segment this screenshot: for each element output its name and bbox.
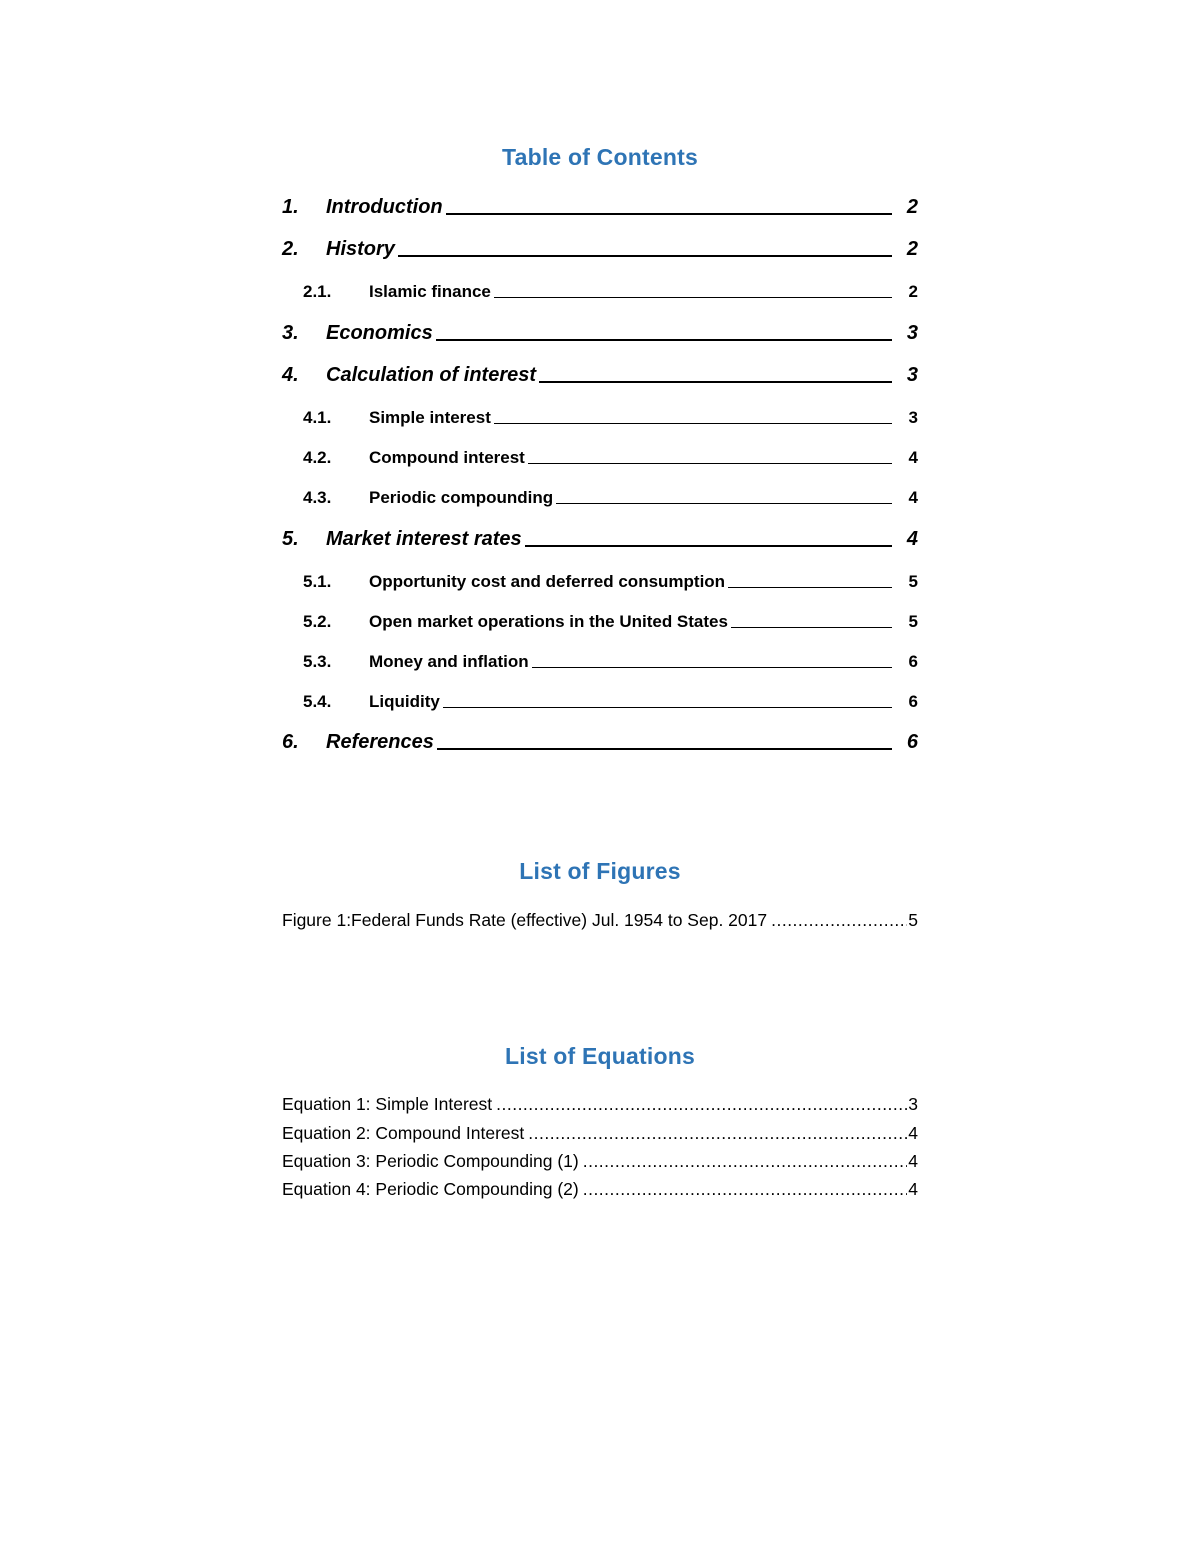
toc-entry-number: 5.2.: [303, 612, 332, 631]
equation-entry-page: 3: [908, 1094, 918, 1114]
figure-entry-title: Figure 1:Federal Funds Rate (effective) Jul. 1954 to Sep. 2017: [282, 910, 768, 930]
toc-heading: Table of Contents: [502, 144, 698, 170]
toc-entry-number: 5.4.: [303, 692, 332, 711]
dot-leader: [528, 1123, 907, 1144]
equation-entry[interactable]: [282, 1179, 918, 1200]
equation-entry-title: Equation 1: Simple Interest: [282, 1094, 493, 1114]
toc-entry-page: 2: [908, 282, 918, 301]
toc-subentry[interactable]: [282, 652, 918, 672]
toc-subentry[interactable]: [282, 612, 918, 632]
equation-entry-title: Equation 2: Compound Interest: [282, 1123, 525, 1143]
equation-entry-page: 4: [908, 1123, 918, 1143]
equation-entry[interactable]: [282, 1094, 918, 1115]
toc-entry[interactable]: [282, 196, 918, 219]
figures-heading: List of Figures: [519, 858, 681, 884]
toc-entry-page: 3: [908, 408, 918, 427]
toc-leader-line: [398, 255, 892, 257]
figure-entry-page: 5: [908, 910, 918, 930]
toc-entry-title: Economics: [326, 322, 433, 344]
toc-entry-page: 5: [908, 612, 918, 631]
toc-leader-line: [443, 707, 892, 708]
toc-entry-page: 5: [908, 572, 918, 591]
toc-entry-title: History: [326, 238, 395, 260]
equation-entry[interactable]: [282, 1123, 918, 1144]
toc-entry[interactable]: [282, 731, 918, 754]
toc-entry-number: 6.: [282, 731, 299, 753]
equations-heading: List of Equations: [505, 1043, 695, 1069]
toc-entry-number: 5.3.: [303, 652, 332, 671]
toc-leader-line: [494, 423, 892, 424]
dot-leader: [583, 1151, 908, 1172]
toc-leader-line: [528, 463, 892, 464]
toc-entry-number: 4.: [282, 364, 299, 386]
toc-entry-number: 4.2.: [303, 448, 332, 467]
toc-leader-line: [525, 545, 892, 547]
equation-entry-title: Equation 3: Periodic Compounding (1): [282, 1151, 579, 1171]
toc-leader-line: [556, 503, 892, 504]
toc-entry-number: 5.: [282, 528, 299, 550]
toc-leader-line: [437, 748, 892, 750]
toc-subentry[interactable]: [282, 282, 918, 302]
toc-entry-number: 1.: [282, 196, 299, 218]
toc-entry-title: Simple interest: [369, 408, 491, 427]
toc-entry-number: 4.3.: [303, 488, 332, 507]
toc-entry-title: Periodic compounding: [369, 488, 554, 507]
toc-subentry[interactable]: [282, 488, 918, 508]
toc-entry[interactable]: [282, 528, 918, 551]
toc-entry[interactable]: [282, 238, 918, 261]
toc-entry-title: Open market operations in the United States: [369, 612, 728, 631]
toc-entry-number: 3.: [282, 322, 299, 344]
toc-leader-line: [532, 667, 892, 668]
toc-entry-number: 2.: [282, 238, 299, 260]
toc-entry-number: 4.1.: [303, 408, 332, 427]
toc-entry-title: Introduction: [326, 196, 443, 218]
toc-entry-title: Calculation of interest: [326, 364, 537, 386]
toc-entry-page: 4: [908, 448, 918, 467]
toc-entry[interactable]: [282, 364, 918, 387]
toc-entry-page: 4: [908, 488, 918, 507]
dot-leader: [583, 1179, 908, 1200]
equation-entry[interactable]: [282, 1151, 918, 1172]
toc-leader-line: [539, 381, 892, 383]
toc-entry-number: 2.1.: [303, 282, 332, 301]
toc-subentry[interactable]: [282, 448, 918, 468]
toc-entry-number: 5.1.: [303, 572, 332, 591]
dot-leader: [496, 1094, 907, 1115]
toc-leader-line: [446, 213, 892, 215]
equation-entry-title: Equation 4: Periodic Compounding (2): [282, 1179, 579, 1199]
toc-entry-title: Islamic finance: [369, 282, 491, 301]
toc-entry-page: 4: [906, 528, 918, 550]
toc-leader-line: [436, 339, 892, 341]
toc-entry-title: Compound interest: [369, 448, 525, 467]
toc-entry[interactable]: [282, 322, 918, 345]
toc-entry-page: 2: [906, 196, 918, 218]
toc-entry-title: Liquidity: [369, 692, 440, 711]
toc-entry-page: 6: [906, 731, 918, 753]
figure-entry[interactable]: [282, 910, 918, 931]
toc-leader-line: [728, 587, 892, 588]
toc-entry-page: 3: [906, 322, 918, 344]
equation-entry-page: 4: [908, 1151, 918, 1171]
toc-entry-title: References: [326, 731, 434, 753]
toc-entry-page: 3: [906, 364, 918, 386]
toc-subentry[interactable]: [282, 408, 918, 428]
equation-entry-page: 4: [908, 1179, 918, 1199]
toc-subentry[interactable]: [282, 572, 918, 592]
toc-entry-title: Market interest rates: [326, 528, 522, 550]
toc-entry-title: Money and inflation: [369, 652, 529, 671]
toc-subentry[interactable]: [282, 692, 918, 712]
toc-leader-line: [494, 297, 892, 298]
toc-entry-title: Opportunity cost and deferred consumption: [369, 572, 726, 591]
dot-leader: [771, 910, 907, 931]
toc-leader-line: [731, 627, 892, 628]
toc-entry-page: 6: [908, 692, 918, 711]
toc-entry-page: 6: [908, 652, 918, 671]
toc-entry-page: 2: [906, 238, 918, 260]
